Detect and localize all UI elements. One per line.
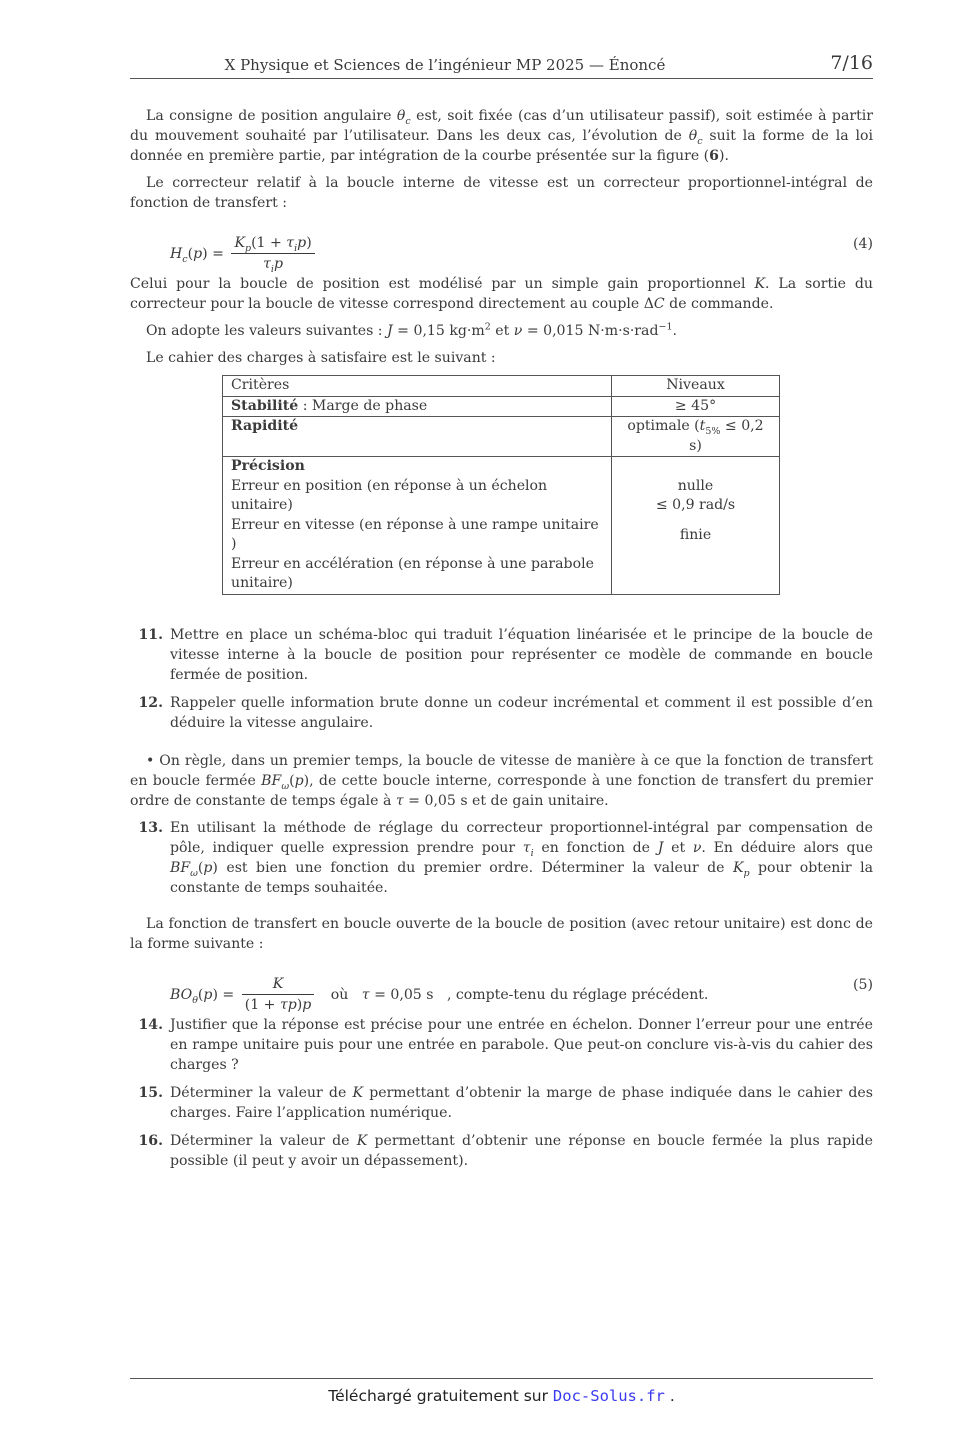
question-16: 16. Déterminer la valeur de K permettant d’obtenir une réponse en boucle fermée la plus rapide possible (il peut y avoir un dépassement). — [138, 1132, 873, 1169]
question-12: 12. Rappeler quelle information brute donne un codeur incrémental et comment il est possible d’en déduire la vitesse angulaire. — [138, 694, 873, 731]
footer-link[interactable]: Doc-Solus.fr — [552, 1387, 665, 1405]
page-number: 7/16 — [830, 52, 873, 74]
criteria-table — [222, 375, 780, 595]
paragraph-correcteur: Le correcteur relatif à la boucle interne de vitesse est un correcteur proportionnel-intégral de fonction de transfert : — [130, 175, 873, 211]
question-13: 13. En utilisant la méthode de réglage du correcteur proportionnel-intégral par compensation de pôle, indiquer quelle expression prendre pour $\tau_i$ en fonction de J et ν. En déduire alors que $BF_\omega(p)$ est bien une fonction du premier ordre. Déterminer la valeur de $K_p$ pour obtenir la constante de temps souhaitée. — [138, 819, 873, 896]
equation-5-formula: $BO_\theta(p)$ = $\frac{K}{(1 + \tau p)p}$ où τ = 0,05 s , compte-tenu du réglage précédent. — [170, 975, 709, 1013]
paragraph-valeurs: On adopte les valeurs suivantes : J = 0,15 $kg\cdot m^2$ et ν = 0,015 N·m·s·rad$^{-1}$. — [146, 321, 677, 339]
equation-4 — [130, 220, 873, 275]
equation-4-number: (4) — [853, 236, 873, 252]
page-header — [130, 52, 873, 79]
question-14: 14. Justifier que la réponse est précise pour une entrée en échelon. Donner l’erreur pour une entrée en rampe unitaire puis pour une entrée en parabole. Que peut-on conclure vis-à-vis du cahier des charges ? — [138, 1016, 873, 1073]
figure-reference: 6 — [709, 148, 719, 164]
equation-5 — [130, 961, 873, 1011]
paragraph-boucle-ouverte: La fonction de transfert en boucle ouverte de la boucle de position (avec retour unitaire) est donc de la forme suivante : — [130, 915, 873, 952]
page-footer: Téléchargé gratuitement sur Doc-Solus.fr . — [130, 1378, 873, 1405]
table-cell: ≥ 45° — [612, 396, 780, 417]
table-cell: Rapidité — [223, 417, 612, 457]
bullet-icon: • — [146, 752, 155, 769]
paragraph-reglage: • On règle, dans un premier temps, la boucle de vitesse de manière à ce que la fonction de transfert en boucle fermée $BF_\omega(p)$, de cette boucle interne, corresponde à une fonction de transfert du premier ordre de constante de temps égale à τ = 0,05 s et de gain unitaire. — [130, 752, 873, 809]
table-cell: optimale ($t_{5\%} \le 0,2$ s) — [612, 417, 780, 457]
paragraph-consigne: La consigne de position angulaire $\theta_c$ est, soit fixée (cas d’un utilisateur passif), soit estimée à partir du mouvement souhaité par l’utilisateur. Dans les deux cas, l’évolution de $\theta_c$ suit la forme de la loi donnée en première partie, par intégration de la courbe présentée sur la figure (6). — [130, 108, 874, 164]
table-cell: Précision Erreur en position (en réponse à un échelon unitaire) Erreur en vitesse (en réponse à une rampe unitaire ) Erreur en accélération (en réponse à une parabole unitaire) — [223, 457, 612, 595]
question-15: 15. Déterminer la valeur de K permettant d’obtenir la marge de phase indiquée dans le cahier des charges. Faire l’application numérique. — [138, 1084, 873, 1121]
equation-5-number: (5) — [853, 976, 873, 993]
equation-4-formula: $H_c(p)$ = $\frac{K_p(1 + \tau_ip)}{\tau_ip}$ — [170, 234, 318, 274]
table-row — [223, 376, 780, 397]
header-title: X Physique et Sciences de l’ingénieur MP 2025 — Énoncé — [224, 56, 666, 74]
question-11: 11. Mettre en place un schéma-bloc qui traduit l’équation linéarisée et le principe de la boucle de vitesse interne à la boucle de position pour représenter ce modèle de commande en boucle fermée de position. — [138, 626, 873, 683]
table-row — [223, 417, 780, 457]
table-row — [223, 396, 780, 417]
table-cell: Stabilité : Marge de phase — [223, 396, 612, 417]
table-header-criteres: Critères — [223, 376, 612, 397]
paragraph-cahier: Le cahier des charges à satisfaire est le suivant : — [146, 350, 496, 366]
table-row — [223, 457, 780, 595]
paragraph-gain: Celui pour la boucle de position est modélisé par un simple gain proportionnel K. La sortie du correcteur pour la boucle de vitesse correspond directement au couple ΔC de commande. — [130, 276, 874, 312]
footer-text: Téléchargé gratuitement sur — [328, 1387, 553, 1405]
table-header-niveaux: Niveaux — [612, 376, 780, 397]
page-content — [130, 106, 873, 1179]
table-cell: nulle ≤ 0,9 rad/s finie — [612, 457, 780, 595]
